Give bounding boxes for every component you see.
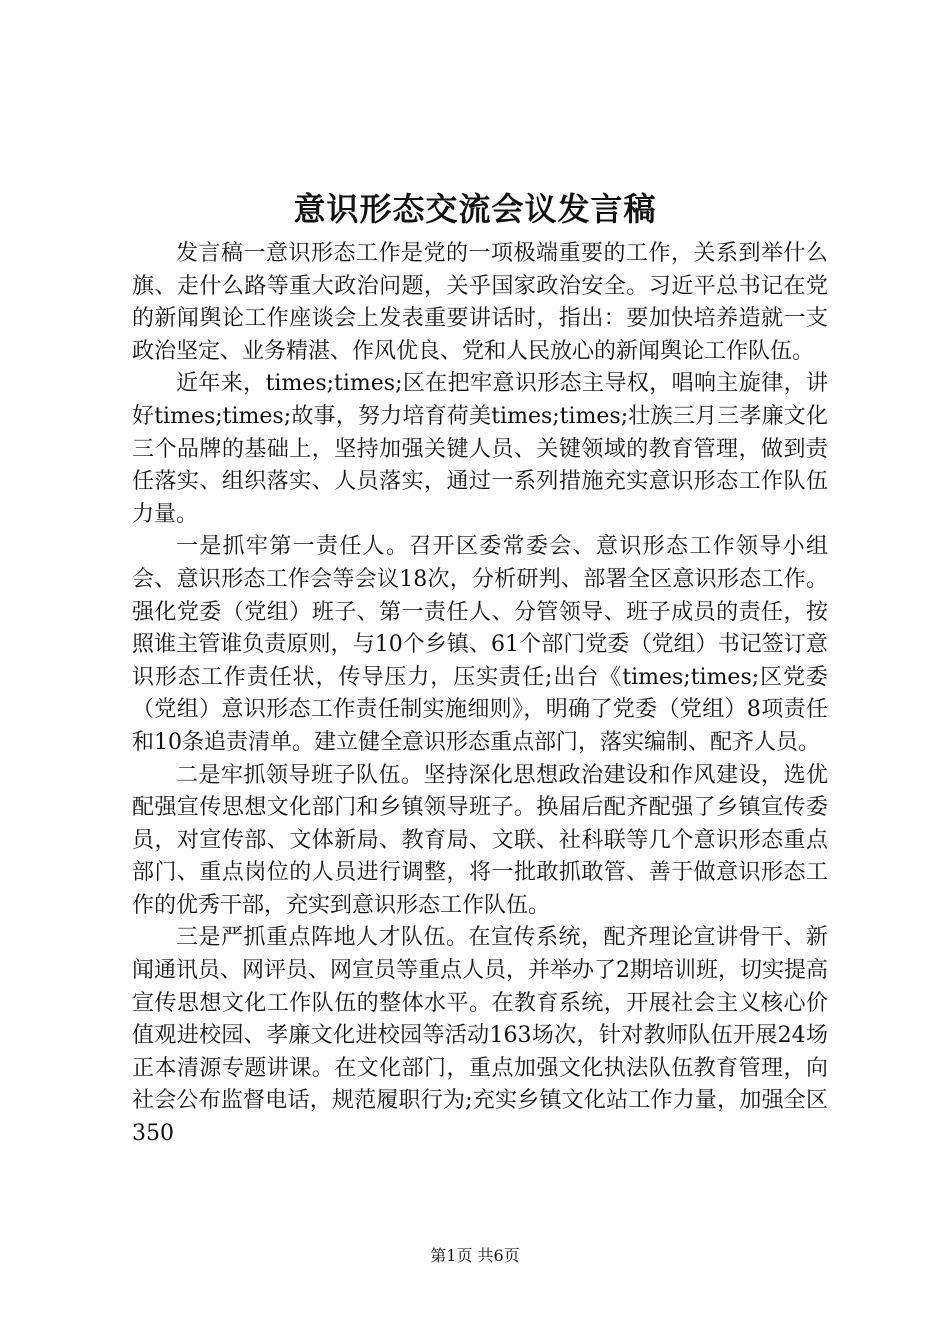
document-body xyxy=(132,238,828,1151)
page-number-footer: 第1页 共6页 xyxy=(430,1246,520,1265)
document-title: 意识形态交流会议发言稿 xyxy=(293,190,657,228)
paragraph-first-responsible: 一是抓牢第一责任人。召开区委常委会、意识形态工作领导小组会、意识形态工作会等会议18次，分析研判、部署全区意识形态工作。强化党委（党组）班子、第一责任人、分管领导、班子成员的责任，按照谁主管谁负责原则，与10个乡镇、61个部门党委（党组）书记签订意识形态工作责任状，传导压力，压实责任;出台《times;times;区党委（党组）意识形态工作责任制实施细则》，明确了党委（党组）8项责任和10条追责清单。建立健全意识形态重点部门，落实编制、配齐人员。 xyxy=(132,534,828,755)
paragraph-recent-years: 近年来，times;times;区在把牢意识形态主导权，唱响主旋律，讲好times;times;故事，努力培育荷美times;times;壮族三月三孝廉文化三个品牌的基础上，坚持加强关键人员、关键领域的教育管理，做到责任落实、组织落实、人员落实，通过一系列措施充实意识形态工作队伍力量。 xyxy=(132,371,828,527)
paragraph-leadership-team: 二是牢抓领导班子队伍。坚持深化思想政治建设和作风建设，选优配强宣传思想文化部门和乡镇领导班子。换届后配齐配强了乡镇宣传委员，对宣传部、文体新局、教育局、文联、社科联等几个意识形态重点部门、重点岗位的人员进行调整，将一批敢抓敢管、善于做意识形态工作的优秀干部，充实到意识形态工作队伍。 xyxy=(132,762,828,918)
paragraph-intro: 发言稿一意识形态工作是党的一项极端重要的工作，关系到举什么旗、走什么路等重大政治问题，关乎国家政治安全。习近平总书记在党的新闻舆论工作座谈会上发表重要讲话时，指出：要加快培养造就一支政治坚定、业务精湛、作风优良、党和人民放心的新闻舆论工作队伍。 xyxy=(132,241,828,364)
paragraph-key-positions: 三是严抓重点阵地人才队伍。在宣传系统，配齐理论宣讲骨干、新闻通讯员、网评员、网宣员等重点人员，并举办了2期培训班，切实提高宣传思想文化工作队伍的整体水平。在教育系统，开展社会主义核心价值观进校园、孝廉文化进校园等活动163场次，针对教师队伍开展24场正本清源专题讲课。在文化部门，重点加强文化执法队伍教育管理，向社会公布监督电话，规范履职行为;充实乡镇文化站工作力量，加强全区350 xyxy=(132,925,828,1147)
